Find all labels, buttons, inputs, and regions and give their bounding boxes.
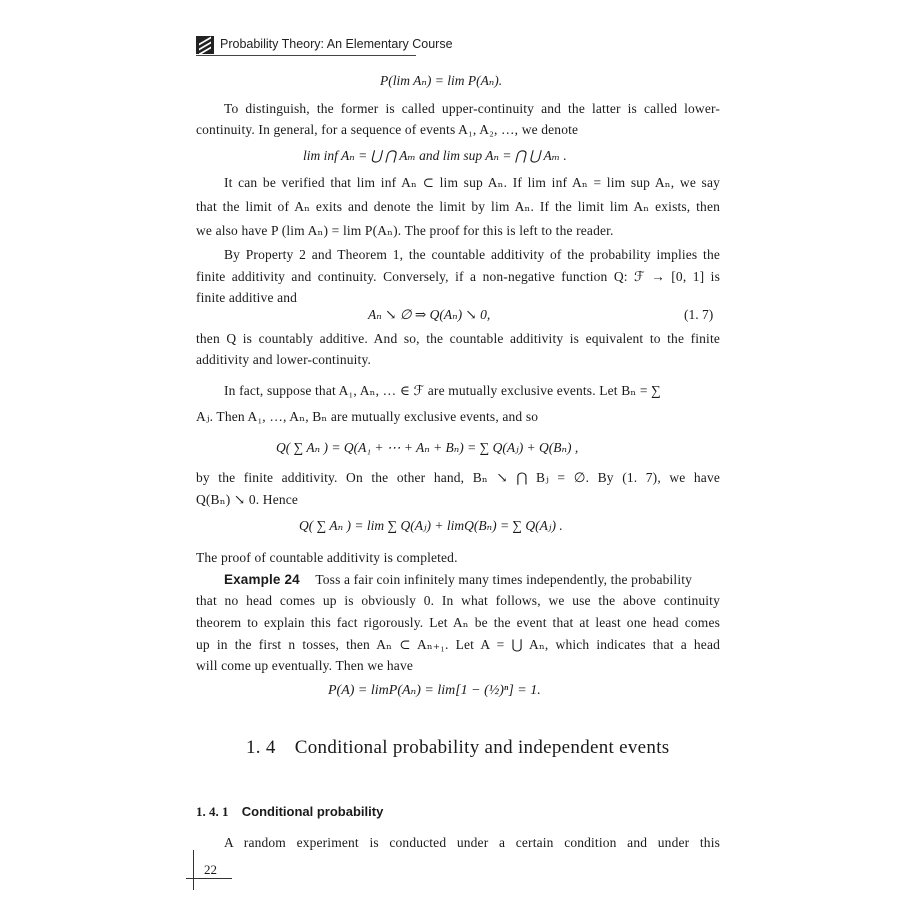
equation-continuity: P(lim Aₙ) = lim P(Aₙ). [380,73,503,88]
section-heading [246,737,670,759]
paragraph-line: up in the first n tosses, then Aₙ ⊂ Aₙ₊₁. Let A = ⋃ Aₙ, which indicates that a head [196,637,720,652]
subsection-title: Conditional probability [241,804,384,819]
paragraph-line: we also have P (lim Aₙ) = lim P(Aₙ). The proof for this is left to the reader. [196,223,614,238]
running-title: Probability Theory: An Elementary Course [220,37,453,51]
section-number: 1. 4 [246,737,276,758]
paragraph-line: will come up eventually. Then we have [196,658,413,673]
equation-sum-finite: Q( ∑ Aₙ ) = Q(A₁ + ⋯ + Aₙ + Bₙ) = ∑ Q(Aⱼ) + Q(Bₙ) , [276,440,579,455]
footer-rule-horizontal [186,878,232,879]
paragraph-line: Aⱼ. Then A₁, …, Aₙ, Bₙ are mutually exclusive events, and so [196,409,539,424]
subsection-number: 1. 4. 1 [196,804,229,819]
paragraph-line: Q(Bₙ) ↘ 0. Hence [196,492,299,507]
paragraph-line: that no head comes up is obviously 0. In what follows, we use the above continuity [196,593,720,608]
paragraph-line: finite additivity and continuity. Conversely, if a non-negative function Q: ℱ → [0, 1] is [196,269,720,284]
paragraph-line: The proof of countable additivity is completed. [196,550,458,565]
header-rule [196,55,416,56]
paragraph-line: that the limit of Aₙ exits and denote the limit by lim Aₙ. If the limit lim Aₙ exists, then [196,199,720,214]
footer-rule-vertical [193,850,194,890]
equation-number: (1. 7) [684,307,714,322]
subsection-heading [196,804,383,820]
paragraph-line: It can be verified that lim inf Aₙ ⊂ lim sup Aₙ. If lim inf Aₙ = lim sup Aₙ, we say [224,175,720,190]
paragraph-line: then Q is countably additive. And so, the countable additivity is equivalent to the finite [196,331,720,346]
paragraph-line: In fact, suppose that A₁, Aₙ, … ∈ ℱ are mutually exclusive events. Let Bₙ = ∑ [224,383,661,398]
example-label: Example 24 [224,572,300,587]
publisher-logo-icon [196,36,214,54]
paragraph-line: Toss a fair coin infinitely many times independently, the probability [315,572,693,587]
equation-sum-limit: Q( ∑ Aₙ ) = lim ∑ Q(Aⱼ) + limQ(Bₙ) = ∑ Q(Aⱼ) . [299,518,563,533]
section-title: Conditional probability and independent events [294,737,670,758]
paragraph-line: continuity. In general, for a sequence of events A₁, A₂, …, we denote [196,122,579,137]
paragraph-line: theorem to explain this fact rigorously. Let Aₙ be the event that at least one head comes [196,615,720,630]
equation-liminf-limsup: lim inf Aₙ = ⋃ ⋂ Aₘ and lim sup Aₙ = ⋂ ⋃ Aₘ . [303,148,567,163]
paragraph-line: by the finite additivity. On the other hand, Bₙ ↘ ⋂ Bⱼ = ∅. By (1. 7), we have [196,470,720,485]
page-number: 22 [204,862,217,877]
paragraph-line: additivity and lower-continuity. [196,352,371,367]
paragraph-line: By Property 2 and Theorem 1, the countable additivity of the probability implies the [224,247,720,262]
paragraph-line: A random experiment is conducted under a certain condition and under this [224,835,720,850]
equation-1-7: Aₙ ↘ ∅ ⇒ Q(Aₙ) ↘ 0, [368,307,491,322]
paragraph-line: finite additive and [196,290,298,305]
example-paragraph-first-line [224,569,692,590]
equation-final: P(A) = limP(Aₙ) = lim[1 − (½)ⁿ] = 1. [328,683,541,698]
paragraph-line: To distinguish, the former is called upper-continuity and the latter is called lower- [224,101,720,116]
